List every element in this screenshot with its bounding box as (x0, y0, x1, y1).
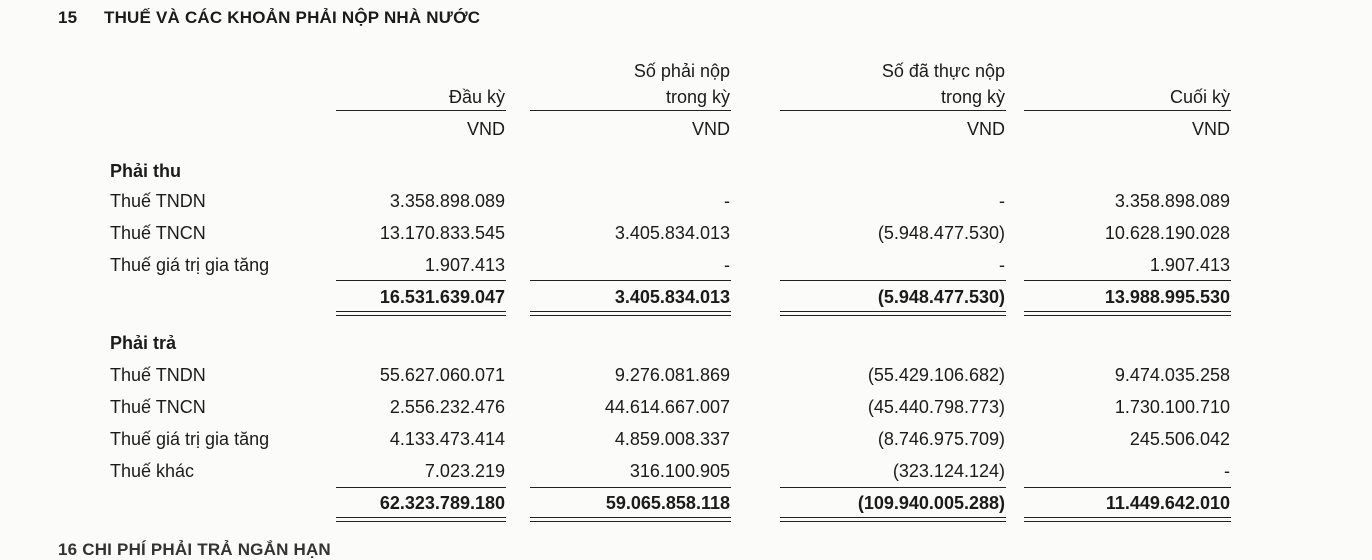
row-label: Thuế TNDN (110, 191, 206, 211)
row-value: 1.907.413 (1149, 255, 1230, 275)
row-value: 9.474.035.258 (1114, 365, 1230, 385)
row-label: Thuế TNDN (110, 365, 206, 385)
subtotal-line (336, 487, 506, 488)
row-value: (45.440.798.773) (867, 397, 1005, 417)
row-value: 3.358.898.089 (1114, 191, 1230, 211)
row-value: - (999, 255, 1005, 275)
subtotal-line (780, 487, 1006, 488)
col-header-4-line2: Cuối kỳ (1169, 87, 1230, 107)
total-value: 13.988.995.530 (1104, 287, 1230, 307)
subtotal-line (1024, 487, 1231, 488)
next-section-heading-cutoff: 16 CHI PHÍ PHẢI TRẢ NGẮN HẠN (58, 540, 331, 559)
total-value: (5.948.477.530) (877, 287, 1005, 307)
row-value: (55.429.106.682) (867, 365, 1005, 385)
group-title-payable: Phải trả (110, 333, 177, 353)
section-title: THUẾ VÀ CÁC KHOẢN PHẢI NỘP NHÀ NƯỚC (104, 8, 481, 27)
row-value: 4.133.473.414 (389, 429, 505, 449)
row-value: - (724, 255, 730, 275)
row-value: 55.627.060.071 (379, 365, 505, 385)
header-underline-1 (336, 110, 506, 111)
total-double-line (1024, 311, 1231, 316)
col-unit-4: VND (1191, 119, 1230, 139)
col-header-3-line1: Số đã thực nộp (881, 61, 1005, 81)
subtotal-line (530, 487, 731, 488)
subtotal-line (1024, 280, 1231, 281)
row-value: - (1224, 461, 1230, 481)
row-value: - (724, 191, 730, 211)
row-value: 10.628.190.028 (1104, 223, 1230, 243)
row-label: Thuế TNCN (110, 223, 206, 243)
col-header-2-line2: trong kỳ (665, 87, 730, 107)
total-value: (109.940.005.288) (857, 493, 1005, 513)
row-value: 4.859.008.337 (614, 429, 730, 449)
total-double-line (530, 517, 731, 522)
row-value: 2.556.232.476 (389, 397, 505, 417)
row-value: 1.730.100.710 (1114, 397, 1230, 417)
group-title-receivable: Phải thu (110, 161, 181, 181)
row-value: - (999, 191, 1005, 211)
row-value: 245.506.042 (1129, 429, 1230, 449)
total-value: 16.531.639.047 (379, 287, 505, 307)
row-value: (323.124.124) (892, 461, 1005, 481)
col-unit-2: VND (691, 119, 730, 139)
total-double-line (530, 311, 731, 316)
row-label: Thuế TNCN (110, 397, 206, 417)
row-value: (5.948.477.530) (877, 223, 1005, 243)
total-value: 62.323.789.180 (379, 493, 505, 513)
row-label: Thuế giá trị gia tăng (110, 429, 270, 449)
section-heading (58, 8, 480, 28)
col-unit-1: VND (466, 119, 505, 139)
header-underline-3 (780, 110, 1006, 111)
subtotal-line (780, 280, 1006, 281)
header-underline-4 (1024, 110, 1231, 111)
col-header-2-line1: Số phải nộp (633, 61, 730, 81)
total-double-line (336, 517, 506, 522)
row-value: 9.276.081.869 (614, 365, 730, 385)
row-value: 316.100.905 (629, 461, 730, 481)
header-underline-2 (530, 110, 731, 111)
subtotal-line (336, 280, 506, 281)
row-label: Thuế giá trị gia tăng (110, 255, 270, 275)
col-header-1-line2: Đầu kỳ (448, 87, 505, 107)
total-double-line (1024, 517, 1231, 522)
total-value: 11.449.642.010 (1105, 493, 1230, 513)
row-value: 1.907.413 (424, 255, 505, 275)
total-double-line (780, 311, 1006, 316)
col-unit-3: VND (966, 119, 1005, 139)
subtotal-line (530, 280, 731, 281)
row-value: 3.405.834.013 (614, 223, 730, 243)
row-value: (8.746.975.709) (877, 429, 1005, 449)
total-double-line (336, 311, 506, 316)
total-double-line (780, 517, 1006, 522)
row-value: 7.023.219 (424, 461, 505, 481)
section-number: 15 (58, 8, 78, 27)
row-value: 13.170.833.545 (379, 223, 505, 243)
row-value: 44.614.667.007 (604, 397, 730, 417)
total-value: 3.405.834.013 (614, 287, 730, 307)
col-header-3-line2: trong kỳ (940, 87, 1005, 107)
row-value: 3.358.898.089 (389, 191, 505, 211)
total-value: 59.065.858.118 (605, 493, 730, 513)
row-label: Thuế khác (110, 461, 195, 481)
